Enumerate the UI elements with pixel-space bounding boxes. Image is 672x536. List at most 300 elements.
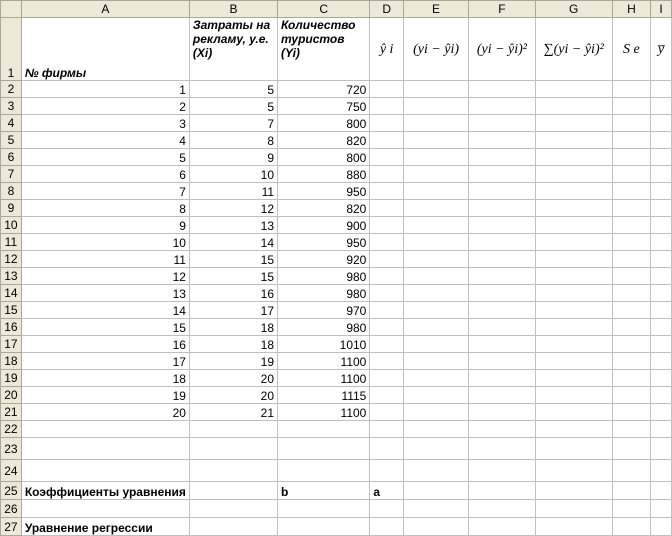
cell-b[interactable]: 16 xyxy=(189,285,277,302)
cell-a[interactable]: 5 xyxy=(21,149,189,166)
cell-c[interactable]: 820 xyxy=(278,200,370,217)
cell-d[interactable] xyxy=(370,132,404,149)
cell-e[interactable] xyxy=(403,500,468,518)
row-header[interactable]: 5 xyxy=(1,132,22,149)
sheet-row xyxy=(1,336,672,353)
cell-d[interactable] xyxy=(370,438,404,460)
cell-b[interactable]: 15 xyxy=(189,268,277,285)
cell-i[interactable] xyxy=(651,404,672,421)
cell-d[interactable] xyxy=(370,166,404,183)
cell-g1[interactable]: ∑(yi − ŷi)² xyxy=(535,18,612,81)
cell-b[interactable]: 17 xyxy=(189,302,277,319)
cell-c[interactable]: 920 xyxy=(278,251,370,268)
column-header-d[interactable]: D xyxy=(370,1,404,18)
sheet-row xyxy=(1,115,672,132)
cell-h[interactable] xyxy=(612,200,650,217)
sheet-row xyxy=(1,18,672,81)
cell-e[interactable] xyxy=(403,98,468,115)
sheet-row xyxy=(1,200,672,217)
cell-e[interactable] xyxy=(403,370,468,387)
cell-e[interactable] xyxy=(403,234,468,251)
cell-h[interactable] xyxy=(612,149,650,166)
cell-d[interactable] xyxy=(370,81,404,98)
cell-b[interactable] xyxy=(189,518,277,536)
cell-f[interactable] xyxy=(469,302,536,319)
cell-h[interactable] xyxy=(612,319,650,336)
cell-g[interactable] xyxy=(535,421,612,438)
column-header-c[interactable]: C xyxy=(278,1,370,18)
sheet-row xyxy=(1,234,672,251)
cell-g[interactable] xyxy=(535,81,612,98)
cell-i[interactable] xyxy=(651,370,672,387)
cell-a[interactable]: 1 xyxy=(21,81,189,98)
cell-e[interactable] xyxy=(403,421,468,438)
cell-c[interactable]: 970 xyxy=(278,302,370,319)
cell-c[interactable]: 1100 xyxy=(278,404,370,421)
cell-b[interactable]: 5 xyxy=(189,98,277,115)
sheet-row xyxy=(1,370,672,387)
row-header[interactable]: 26 xyxy=(1,500,22,518)
cell-f[interactable] xyxy=(469,285,536,302)
cell-c[interactable]: 900 xyxy=(278,217,370,234)
cell-h[interactable] xyxy=(612,183,650,200)
row-header[interactable]: 8 xyxy=(1,183,22,200)
select-all-corner[interactable] xyxy=(1,1,22,18)
cell-i[interactable] xyxy=(651,302,672,319)
cell-c[interactable]: 1115 xyxy=(278,387,370,404)
cell-i[interactable] xyxy=(651,518,672,536)
cell-b[interactable]: 11 xyxy=(189,183,277,200)
cell-h[interactable] xyxy=(612,500,650,518)
cell-i1[interactable]: y̅ xyxy=(651,18,672,81)
cell-c[interactable] xyxy=(278,518,370,536)
cell-h[interactable] xyxy=(612,251,650,268)
cell-f[interactable] xyxy=(469,234,536,251)
cell-f[interactable] xyxy=(469,217,536,234)
cell-g[interactable] xyxy=(535,353,612,370)
cell-h[interactable] xyxy=(612,353,650,370)
cell-f[interactable] xyxy=(469,183,536,200)
row-header[interactable]: 17 xyxy=(1,336,22,353)
cell-f[interactable] xyxy=(469,482,536,500)
cell-c[interactable]: 800 xyxy=(278,115,370,132)
cell-c[interactable]: 880 xyxy=(278,166,370,183)
cell-a[interactable]: 3 xyxy=(21,115,189,132)
cell-h[interactable] xyxy=(612,438,650,460)
cell-d[interactable] xyxy=(370,251,404,268)
sheet-row xyxy=(1,251,672,268)
cell-c[interactable]: 800 xyxy=(278,149,370,166)
cell-b1[interactable]: Затраты на рекламу, у.е. (Xi) xyxy=(189,18,277,81)
cell-c[interactable]: b xyxy=(278,482,370,500)
sheet-row xyxy=(1,81,672,98)
sheet-row xyxy=(1,302,672,319)
cell-f[interactable] xyxy=(469,500,536,518)
cell-i[interactable] xyxy=(651,336,672,353)
cell-c[interactable]: 750 xyxy=(278,98,370,115)
cell-e[interactable] xyxy=(403,460,468,482)
cell-e[interactable] xyxy=(403,81,468,98)
cell-f1[interactable]: (yi − ŷi)² xyxy=(469,18,536,81)
cell-d[interactable] xyxy=(370,370,404,387)
cell-b[interactable] xyxy=(189,500,277,518)
cell-d[interactable] xyxy=(370,421,404,438)
cell-h[interactable] xyxy=(612,285,650,302)
row-header[interactable]: 16 xyxy=(1,319,22,336)
cell-d[interactable] xyxy=(370,98,404,115)
cell-e[interactable] xyxy=(403,251,468,268)
cell-h[interactable] xyxy=(612,404,650,421)
cell-b[interactable]: 9 xyxy=(189,149,277,166)
sheet-row xyxy=(1,217,672,234)
cell-i[interactable] xyxy=(651,115,672,132)
cell-c[interactable]: 1100 xyxy=(278,370,370,387)
cell-e[interactable] xyxy=(403,183,468,200)
cell-h[interactable] xyxy=(612,336,650,353)
column-header-f[interactable]: F xyxy=(469,1,536,18)
cell-a[interactable]: 4 xyxy=(21,132,189,149)
column-header-i[interactable]: I xyxy=(651,1,672,18)
cell-i[interactable] xyxy=(651,353,672,370)
cell-e[interactable] xyxy=(403,482,468,500)
cell-b[interactable]: 12 xyxy=(189,200,277,217)
cell-g[interactable] xyxy=(535,251,612,268)
sheet-row xyxy=(1,460,672,482)
cell-a[interactable]: 10 xyxy=(21,234,189,251)
cell-b[interactable]: 14 xyxy=(189,234,277,251)
cell-i[interactable] xyxy=(651,319,672,336)
cell-i[interactable] xyxy=(651,460,672,482)
cell-a[interactable]: 18 xyxy=(21,370,189,387)
cell-c[interactable]: 980 xyxy=(278,285,370,302)
cell-f[interactable] xyxy=(469,518,536,536)
cell-g[interactable] xyxy=(535,387,612,404)
cell-f[interactable] xyxy=(469,370,536,387)
cell-h[interactable] xyxy=(612,482,650,500)
row-header[interactable]: 20 xyxy=(1,387,22,404)
cell-g[interactable] xyxy=(535,302,612,319)
cell-c[interactable] xyxy=(278,438,370,460)
cell-g[interactable] xyxy=(535,149,612,166)
row-header[interactable]: 3 xyxy=(1,98,22,115)
cell-b[interactable]: 18 xyxy=(189,336,277,353)
cell-h[interactable] xyxy=(612,166,650,183)
cell-e[interactable] xyxy=(403,200,468,217)
column-header-h[interactable]: H xyxy=(612,1,650,18)
cell-c[interactable]: 950 xyxy=(278,183,370,200)
cell-f[interactable] xyxy=(469,387,536,404)
cell-f[interactable] xyxy=(469,200,536,217)
cell-g[interactable] xyxy=(535,183,612,200)
cell-g[interactable] xyxy=(535,460,612,482)
cell-f[interactable] xyxy=(469,460,536,482)
sheet-row xyxy=(1,353,672,370)
cell-i[interactable] xyxy=(651,285,672,302)
cell-h[interactable] xyxy=(612,421,650,438)
cell-e[interactable] xyxy=(403,319,468,336)
cell-i[interactable] xyxy=(651,149,672,166)
cell-b[interactable]: 20 xyxy=(189,387,277,404)
cell-e[interactable] xyxy=(403,518,468,536)
cell-h[interactable] xyxy=(612,302,650,319)
cell-i[interactable] xyxy=(651,387,672,404)
cell-b[interactable] xyxy=(189,438,277,460)
cell-b[interactable]: 19 xyxy=(189,353,277,370)
row-header[interactable]: 23 xyxy=(1,438,22,460)
column-header-b[interactable]: B xyxy=(189,1,277,18)
cell-a[interactable] xyxy=(21,500,189,518)
cell-i[interactable] xyxy=(651,251,672,268)
cell-g[interactable] xyxy=(535,200,612,217)
cell-i[interactable] xyxy=(651,200,672,217)
sheet-row xyxy=(1,387,672,404)
cell-c[interactable] xyxy=(278,500,370,518)
cell-e[interactable] xyxy=(403,285,468,302)
cell-i[interactable] xyxy=(651,166,672,183)
cell-h[interactable] xyxy=(612,460,650,482)
cell-a[interactable]: 12 xyxy=(21,268,189,285)
cell-a[interactable]: 16 xyxy=(21,336,189,353)
cell-e[interactable] xyxy=(403,149,468,166)
row-header[interactable]: 12 xyxy=(1,251,22,268)
cell-h[interactable] xyxy=(612,387,650,404)
cell-a[interactable]: 9 xyxy=(21,217,189,234)
cell-d[interactable] xyxy=(370,518,404,536)
cell-d[interactable] xyxy=(370,234,404,251)
cell-h[interactable] xyxy=(612,81,650,98)
row-header[interactable]: 19 xyxy=(1,370,22,387)
cell-e[interactable] xyxy=(403,404,468,421)
cell-a[interactable] xyxy=(21,460,189,482)
cell-f[interactable] xyxy=(469,319,536,336)
cell-f[interactable] xyxy=(469,115,536,132)
cell-d[interactable] xyxy=(370,460,404,482)
column-header-e[interactable]: E xyxy=(403,1,468,18)
cell-f[interactable] xyxy=(469,404,536,421)
cell-g[interactable] xyxy=(535,319,612,336)
cell-c[interactable]: 980 xyxy=(278,268,370,285)
cell-e[interactable] xyxy=(403,166,468,183)
cell-a[interactable] xyxy=(21,421,189,438)
cell-g[interactable] xyxy=(535,482,612,500)
sheet-row xyxy=(1,132,672,149)
cell-c[interactable]: 980 xyxy=(278,319,370,336)
cell-e[interactable] xyxy=(403,438,468,460)
cell-c[interactable]: 1100 xyxy=(278,353,370,370)
cell-a[interactable]: 8 xyxy=(21,200,189,217)
row-header[interactable]: 11 xyxy=(1,234,22,251)
cell-f[interactable] xyxy=(469,132,536,149)
cell-h[interactable] xyxy=(612,234,650,251)
sheet-row xyxy=(1,500,672,518)
cell-h[interactable] xyxy=(612,518,650,536)
cell-c1[interactable]: Количество туристов (Yi) xyxy=(278,18,370,81)
sheet-row xyxy=(1,438,672,460)
row-header[interactable]: 22 xyxy=(1,421,22,438)
cell-b[interactable] xyxy=(189,421,277,438)
cell-a1[interactable]: № фирмы xyxy=(21,18,189,81)
cell-h[interactable] xyxy=(612,132,650,149)
cell-a[interactable]: Уравнение регрессии xyxy=(21,518,189,536)
cell-g[interactable] xyxy=(535,370,612,387)
cell-b[interactable]: 15 xyxy=(189,251,277,268)
cell-f[interactable] xyxy=(469,149,536,166)
cell-a[interactable]: Коэффициенты уравнения xyxy=(21,482,189,500)
cell-e[interactable] xyxy=(403,336,468,353)
cell-i[interactable] xyxy=(651,81,672,98)
row-header[interactable]: 25 xyxy=(1,482,22,500)
cell-g[interactable] xyxy=(535,98,612,115)
cell-f[interactable] xyxy=(469,421,536,438)
cell-i[interactable] xyxy=(651,438,672,460)
cell-i[interactable] xyxy=(651,183,672,200)
cell-f[interactable] xyxy=(469,438,536,460)
cell-d[interactable] xyxy=(370,217,404,234)
cell-i[interactable] xyxy=(651,268,672,285)
cell-d[interactable]: a xyxy=(370,482,404,500)
cell-a[interactable]: 15 xyxy=(21,319,189,336)
row-header[interactable]: 6 xyxy=(1,149,22,166)
sheet-row xyxy=(1,421,672,438)
cell-d[interactable] xyxy=(370,268,404,285)
cell-h1[interactable]: S e xyxy=(612,18,650,81)
cell-e[interactable] xyxy=(403,115,468,132)
cell-f[interactable] xyxy=(469,81,536,98)
row-header[interactable]: 15 xyxy=(1,302,22,319)
cell-b[interactable]: 10 xyxy=(189,166,277,183)
cell-d[interactable] xyxy=(370,200,404,217)
cell-d[interactable] xyxy=(370,285,404,302)
cell-d[interactable] xyxy=(370,115,404,132)
cell-g[interactable] xyxy=(535,404,612,421)
cell-i[interactable] xyxy=(651,132,672,149)
row-header[interactable]: 21 xyxy=(1,404,22,421)
cell-c[interactable]: 720 xyxy=(278,81,370,98)
cell-e[interactable] xyxy=(403,268,468,285)
cell-c[interactable] xyxy=(278,421,370,438)
cell-e[interactable] xyxy=(403,217,468,234)
cell-b[interactable]: 18 xyxy=(189,319,277,336)
cell-d[interactable] xyxy=(370,500,404,518)
cell-g[interactable] xyxy=(535,438,612,460)
cell-d[interactable] xyxy=(370,183,404,200)
cell-b[interactable] xyxy=(189,482,277,500)
cell-c[interactable]: 1010 xyxy=(278,336,370,353)
cell-i[interactable] xyxy=(651,217,672,234)
sheet-row xyxy=(1,268,672,285)
cell-d[interactable] xyxy=(370,387,404,404)
cell-g[interactable] xyxy=(535,234,612,251)
cell-h[interactable] xyxy=(612,217,650,234)
row-header[interactable]: 14 xyxy=(1,285,22,302)
row-header[interactable]: 2 xyxy=(1,81,22,98)
cell-e[interactable] xyxy=(403,302,468,319)
cell-g[interactable] xyxy=(535,166,612,183)
cell-f[interactable] xyxy=(469,336,536,353)
cell-a[interactable]: 13 xyxy=(21,285,189,302)
cell-c[interactable]: 950 xyxy=(278,234,370,251)
cell-d[interactable] xyxy=(370,404,404,421)
cell-g[interactable] xyxy=(535,268,612,285)
column-header-a[interactable]: A xyxy=(21,1,189,18)
cell-a[interactable]: 20 xyxy=(21,404,189,421)
row-header[interactable]: 4 xyxy=(1,115,22,132)
cell-h[interactable] xyxy=(612,370,650,387)
cell-a[interactable]: 14 xyxy=(21,302,189,319)
cell-e1[interactable]: (yi − ŷi) xyxy=(403,18,468,81)
row-header[interactable]: 24 xyxy=(1,460,22,482)
cell-e[interactable] xyxy=(403,132,468,149)
cell-f[interactable] xyxy=(469,98,536,115)
row-header[interactable]: 13 xyxy=(1,268,22,285)
cell-g[interactable] xyxy=(535,217,612,234)
row-header[interactable]: 27 xyxy=(1,518,22,536)
row-header[interactable]: 1 xyxy=(1,18,22,81)
cell-b[interactable]: 21 xyxy=(189,404,277,421)
cell-d1[interactable]: ŷ i xyxy=(370,18,404,81)
cell-a[interactable] xyxy=(21,438,189,460)
cell-g[interactable] xyxy=(535,115,612,132)
cell-f[interactable] xyxy=(469,353,536,370)
row-header[interactable]: 10 xyxy=(1,217,22,234)
cell-i[interactable] xyxy=(651,482,672,500)
cell-i[interactable] xyxy=(651,98,672,115)
cell-h[interactable] xyxy=(612,115,650,132)
cell-g[interactable] xyxy=(535,336,612,353)
cell-b[interactable]: 7 xyxy=(189,115,277,132)
cell-a[interactable]: 11 xyxy=(21,251,189,268)
cell-g[interactable] xyxy=(535,518,612,536)
cell-b[interactable] xyxy=(189,460,277,482)
cell-a[interactable]: 17 xyxy=(21,353,189,370)
cell-b[interactable]: 20 xyxy=(189,370,277,387)
cell-i[interactable] xyxy=(651,500,672,518)
cell-a[interactable]: 2 xyxy=(21,98,189,115)
cell-f[interactable] xyxy=(469,268,536,285)
cell-e[interactable] xyxy=(403,387,468,404)
sheet-row xyxy=(1,98,672,115)
cell-c[interactable]: 820 xyxy=(278,132,370,149)
row-header[interactable]: 18 xyxy=(1,353,22,370)
cell-g[interactable] xyxy=(535,500,612,518)
cell-f[interactable] xyxy=(469,251,536,268)
cell-c[interactable] xyxy=(278,460,370,482)
cell-f[interactable] xyxy=(469,166,536,183)
cell-i[interactable] xyxy=(651,421,672,438)
cell-a[interactable]: 6 xyxy=(21,166,189,183)
cell-a[interactable]: 7 xyxy=(21,183,189,200)
cell-d[interactable] xyxy=(370,336,404,353)
cell-h[interactable] xyxy=(612,98,650,115)
cell-b[interactable]: 13 xyxy=(189,217,277,234)
cell-a[interactable]: 19 xyxy=(21,387,189,404)
cell-d[interactable] xyxy=(370,353,404,370)
cell-h[interactable] xyxy=(612,268,650,285)
cell-b[interactable]: 8 xyxy=(189,132,277,149)
cell-i[interactable] xyxy=(651,234,672,251)
cell-g[interactable] xyxy=(535,132,612,149)
row-header[interactable]: 9 xyxy=(1,200,22,217)
row-header[interactable]: 7 xyxy=(1,166,22,183)
cell-d[interactable] xyxy=(370,319,404,336)
cell-b[interactable]: 5 xyxy=(189,81,277,98)
column-header-g[interactable]: G xyxy=(535,1,612,18)
cell-e[interactable] xyxy=(403,353,468,370)
sheet-row xyxy=(1,285,672,302)
cell-d[interactable] xyxy=(370,149,404,166)
cell-g[interactable] xyxy=(535,285,612,302)
cell-d[interactable] xyxy=(370,302,404,319)
